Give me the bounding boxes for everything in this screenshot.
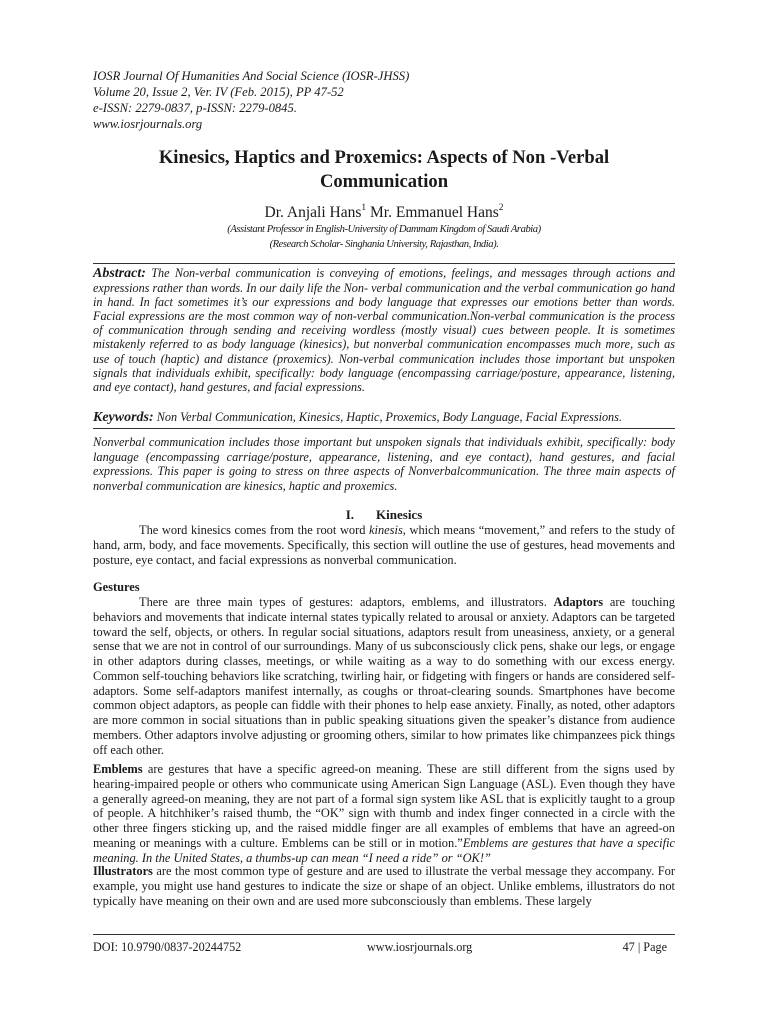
footer-page-number: 47 | Page [622, 940, 667, 954]
kinesics-text-a: The word kinesics comes from the root word [139, 523, 370, 537]
author-2: Mr. Emmanuel Hans [370, 204, 499, 221]
journal-website: www.iosrjournals.org [93, 117, 203, 131]
kinesics-paragraph [93, 523, 675, 567]
emblems-text: are gestures that have a specific agreed-on meaning. These are still different from the signs used by hearing-impaired people or others who communicate using American Sign Language (ASL). Even though they have a generally agreed-on meaning, they are not part of a formal sign system like ASL that is explicitly taught to a group of people. A hitchhiker’s raised thumb, the “OK” sign with thumb and index finger connected in a circle with the other three fingers sticking up, and the raised middle finger are all examples of emblems that have an agreed-on meaning or meanings with a culture. Emblems can be still or in motion.” [93, 762, 675, 850]
keywords-label: Keywords: [93, 410, 154, 425]
footer-website: www.iosrjournals.org [367, 940, 473, 954]
author-line [93, 203, 675, 223]
kinesics-text-b: , which means “movement,” and refers to the study of hand, arm, body, and face movements. Specifically, this section will outline the use of gestures, head movements and posture, eye contact, and facial expressions as nonverbal communication. [93, 523, 675, 567]
adaptors-text: are touching behaviors and movements that indicate internal states typically related to arousal or anxiety. Adaptors can be targeted toward the self, objects, or others. In regular social situations, adaptors result from uneasiness, anxiety, or a general sense that we are not in control of our surroundings. Many of us subconsciously click pens, shake our legs, or engage in other adaptors during classes, meetings, or while waiting as a way to do something with our excess energy. Common self-touching behaviors like scratching, twirling hair, or fidgeting with fingers or hands are considered self-adaptors. Some self-adaptors manifest internally, as coughs or throat-clearing sounds. Smartphones have become common object adaptors, as people can fiddle with their phones to help ease anxiety. Finally, as noted, other adaptors are more common in social situations than in public speaking situations given the speaker’s distance from audience members. Other adaptors involve adjusting or grooming others, similar to how primates like chimpanzees pick things off each other. [93, 595, 675, 757]
intro-paragraph: Nonverbal communication includes those important but unspoken signals that individuals exhibit, specifically: body language (encompassing carriage/posture, appearance, listening, and eye contact), hand gestures, and facial expressions. This paper is going to stress on three aspects of Nonverbalcommunication. The three main aspects of nonverbal communication are kinesics, haptic and proxemics. [93, 435, 675, 493]
abstract [93, 266, 675, 394]
section-number: I. [345, 507, 355, 522]
section-title: Kinesics [376, 507, 423, 522]
footer-doi: DOI: 10.9790/0837-20244752 [93, 940, 242, 954]
footer-rule [93, 934, 675, 935]
illustrators-paragraph [93, 864, 675, 908]
keywords-text: Non Verbal Communication, Kinesics, Haptic, Proxemics, Body Language, Facial Expressions. [156, 410, 622, 424]
abstract-bottom-rule [93, 428, 675, 429]
author-2-superscript: 2 [498, 203, 504, 213]
section-heading-kinesics [93, 507, 675, 523]
journal-name: IOSR Journal Of Humanities And Social Science (IOSR-JHSS) [93, 69, 410, 83]
abstract-label: Abstract: [93, 266, 146, 281]
kinesis-term: kinesis [369, 523, 403, 537]
emblems-term: Emblems [93, 762, 143, 776]
gestures-intro-text: There are three main types of gestures: adaptors, emblems, and illustrators. [139, 595, 554, 609]
paper-title: Kinesics, Haptics and Proxemics: Aspects of Non -Verbal Communication [158, 147, 610, 192]
abstract-text: The Non-verbal communication is conveying of emotions, feelings, and messages through actions and expressions rather than words. In our daily life the Non- verbal communication and the verbal communication go hand in hand. In fact sometimes it’s our expressions and body language that expresses our emotions better than words. Facial expressions are the most common way of non-verbal communication.Non-verbal communication is the process of communication through sending and receiving wordless (mostly visual) cues between people. It is sometimes mistakenly referred to as body language (kinesics), but nonverbal communication encompasses much more, such as use of touch (haptic) and distance (proxemics). Non-verbal communication includes those important but unspoken signals that individuals exhibit, specifically: body language (encompassing carriage/posture, appearance, listening, and eye contact), hand gestures, and facial expressions. [93, 266, 675, 394]
author-1-superscript: 1 [361, 203, 367, 213]
journal-volume: Volume 20, Issue 2, Ver. IV (Feb. 2015), PP 47-52 [93, 85, 344, 99]
journal-header [93, 68, 693, 132]
journal-issn: e-ISSN: 2279-0837, p-ISSN: 2279-0845. [93, 101, 297, 115]
affiliation-1: (Assistant Professor in English-University of Dammam Kingdom of Saudi Arabia) [227, 224, 541, 235]
affiliation-2: (Research Scholar- Singhania University, Rajasthan, India). [269, 239, 499, 250]
abstract-top-rule [93, 263, 675, 264]
adaptors-term: Adaptors [553, 595, 604, 609]
emblems-paragraph [93, 762, 675, 865]
keywords [93, 409, 693, 426]
illustrators-text: are the most common type of gesture and are used to illustrate the verbal message they accompany. For example, you might use hand gestures to indicate the size or shape of an object. Unlike emblems, illustrators do not typically have meaning on their own and are used more subconsciously than emblems. These largely [93, 864, 675, 908]
emblems-italic-text: Emblems are gestures that have a specific meaning. In the United States, a thumbs-up can mean “I need a ride” or “OK!” [93, 835, 676, 865]
author-1: Dr. Anjali Hans [264, 204, 362, 221]
gestures-heading: Gestures [93, 580, 140, 594]
adaptors-paragraph [93, 595, 675, 757]
illustrators-term: Illustrators [93, 864, 153, 878]
